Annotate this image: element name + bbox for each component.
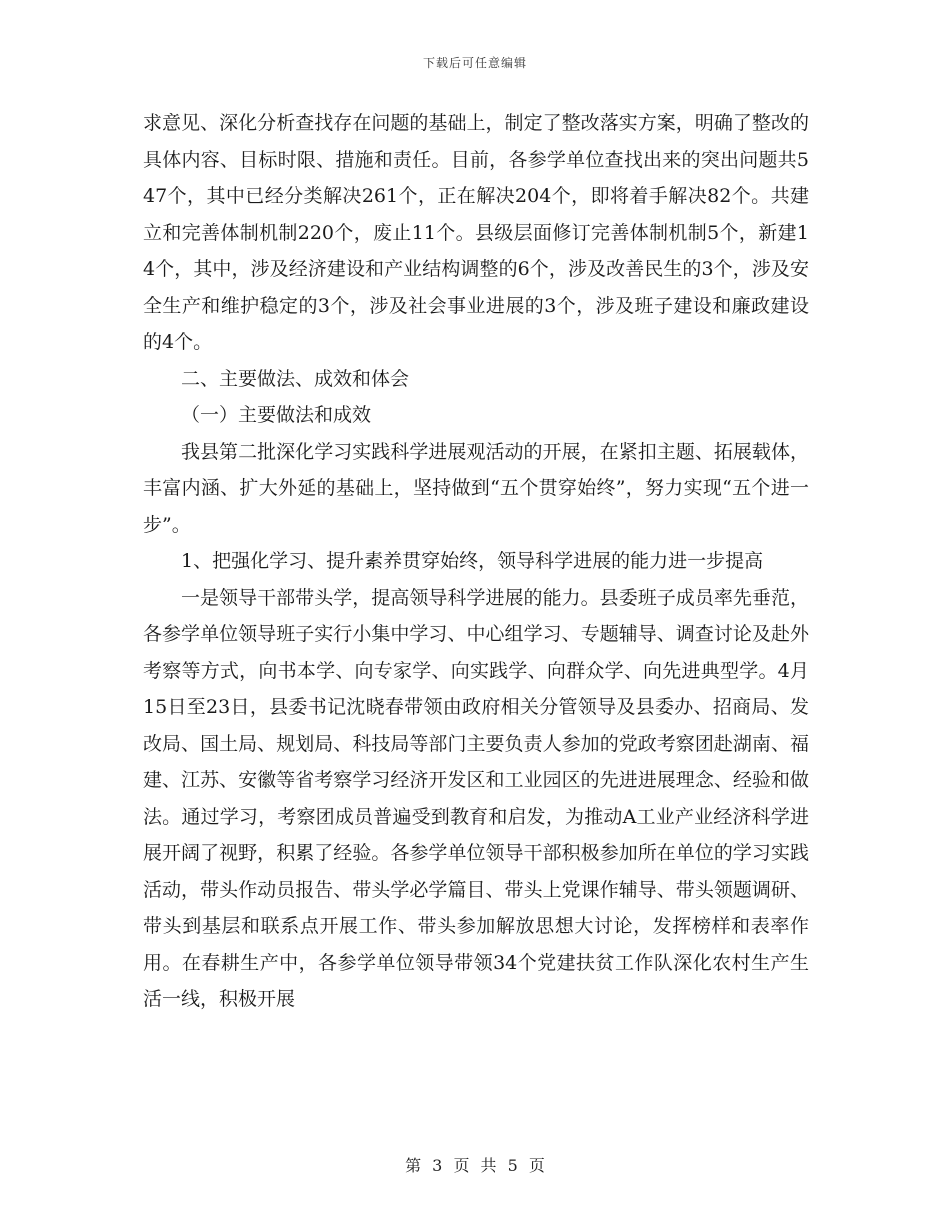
section-heading: 二、主要做法、成效和体会 [181, 367, 410, 390]
paragraph-detail: 一是领导干部带头学，提高领导科学进展的能力。县委班子成员率先垂范，各参学单位领导班子实行小集中学习、中心组学习、专题辅导、调查讨论及赴外考察等方式，向书本学、向专家学、向实践学、向群众学、向先进典型学。4月15日至23日，县委书记沈晓春带领由政府相关分管领导及县委办、招商局、发改局、国土局、规划局、科技局等部门主要负责人参加的党政考察团赴湖南、福建、江苏、安徽等省考察学习经济开发区和工业园区的先进进展理念、经验和做法。通过学习，考察团成员普遍受到教育和启发，为推动A工业产业经济科学进展开阔了视野，积累了经验。各参学单位领导干部积极参加所在单位的学习实践活动，带头作动员报告、带头学必学篇目、带头上党课作辅导、带头领题调研、带头到基层和联系点开展工作、带头参加解放思想大讨论，发挥榜样和表率作用。在春耕生产中，各参学单位领导带领34个党建扶贫工作队深化农村生产生活一线，积极开展 [143, 586, 809, 1010]
paragraph-intro: 我县第二批深化学习实践科学进展观活动的开展，在紧扣主题、拓展载体，丰富内涵、扩大外延的基础上，坚持做到“五个贯穿始终”，努力实现“五个进一步”。 [143, 440, 809, 536]
header-note: 下载后可任意编辑 [422, 56, 527, 70]
item-heading: 1、把强化学习、提升素养贯穿始终，领导科学进展的能力进一步提高 [181, 550, 764, 572]
paragraph-summary: 求意见、深化分析查找存在问题的基础上，制定了整改落实方案，明确了整改的具体内容、目标时限、措施和责任。目前，各参学单位查找出来的突出问题共547个，其中已经分类解决261个，正在解决204个，即将着手解决82个。共建立和完善体制机制220个，废止11个。县级层面修订完善体制机制5个，新建14个，其中，涉及经济建设和产业结构调整的6个，涉及改善民生的3个，涉及安全生产和维护稳定的3个，涉及社会事业进展的3个，涉及班子建设和廉政建设的4个。 [143, 112, 809, 353]
subsection-heading: （一）主要做法和成效 [181, 404, 372, 426]
page-number: 第 3 页 共 5 页 [405, 1156, 545, 1175]
document-body [143, 105, 809, 1018]
